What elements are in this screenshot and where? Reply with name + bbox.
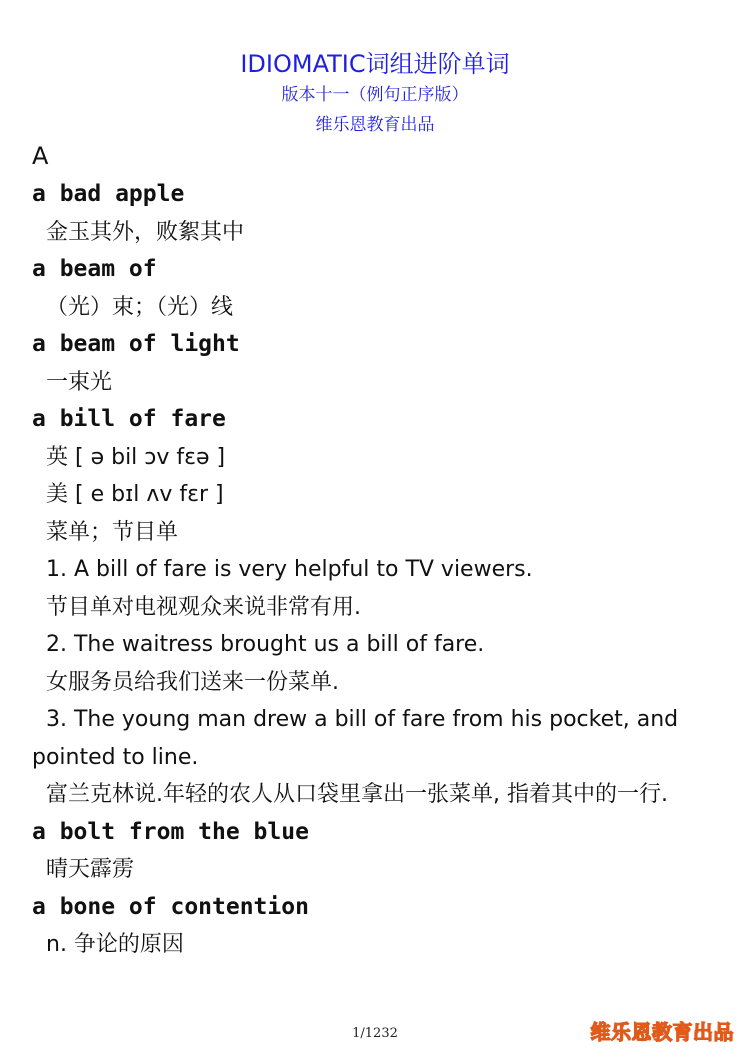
example-sentence: 2. The waitress brought us a bill of fare. [46, 632, 485, 657]
publisher-watermark: 维乐恩教育出品 [590, 1020, 734, 1044]
entry-definition: n. 争论的原因 [46, 932, 184, 957]
entry-term: a beam of light [32, 331, 240, 357]
example-sentence: 3. The young man drew a bill of fare from his pocket, and pointed to line. [32, 707, 679, 770]
example-sentence: 1. A bill of fare is very helpful to TV viewers. [46, 557, 533, 582]
entry-term: a bone of contention [32, 893, 309, 920]
example-translation: 女服务员给我们送来一份菜单. [46, 669, 339, 695]
example-translation: 节目单对电视观众来说非常有用. [46, 594, 361, 620]
entry-definition: 菜单；节目单 [46, 519, 179, 545]
entry-list [32, 176, 718, 964]
us-pronunciation: 美 [ e bɪl ʌv fɛr ] [46, 482, 224, 507]
entry-definition: （光）束；（光）线 [46, 294, 234, 320]
page-number: 1/1232 [352, 1026, 398, 1041]
document-title: IDIOMATIC词组进阶单词 [240, 50, 510, 78]
publisher-line: 维乐恩教育出品 [315, 115, 435, 135]
document-subtitle: 版本十一（例句正序版） [281, 85, 469, 105]
entry-term: a bad apple [32, 181, 185, 207]
entry-definition: 一束光 [46, 369, 113, 395]
entry-definition: 金玉其外，败絮其中 [46, 219, 245, 245]
example-translation: 富兰克林说.年轻的农人从口袋里拿出一张菜单, 指着其中的一行. [46, 782, 668, 807]
entry-term: a beam of [32, 256, 157, 282]
uk-pronunciation: 英 [ ə bil ɔv fɛə ] [46, 444, 226, 470]
section-letter: A [32, 142, 49, 170]
entry-term: a bolt from the blue [32, 818, 309, 845]
entry-definition: 晴天霹雳 [46, 857, 135, 882]
entry-term: a bill of fare [32, 406, 226, 432]
